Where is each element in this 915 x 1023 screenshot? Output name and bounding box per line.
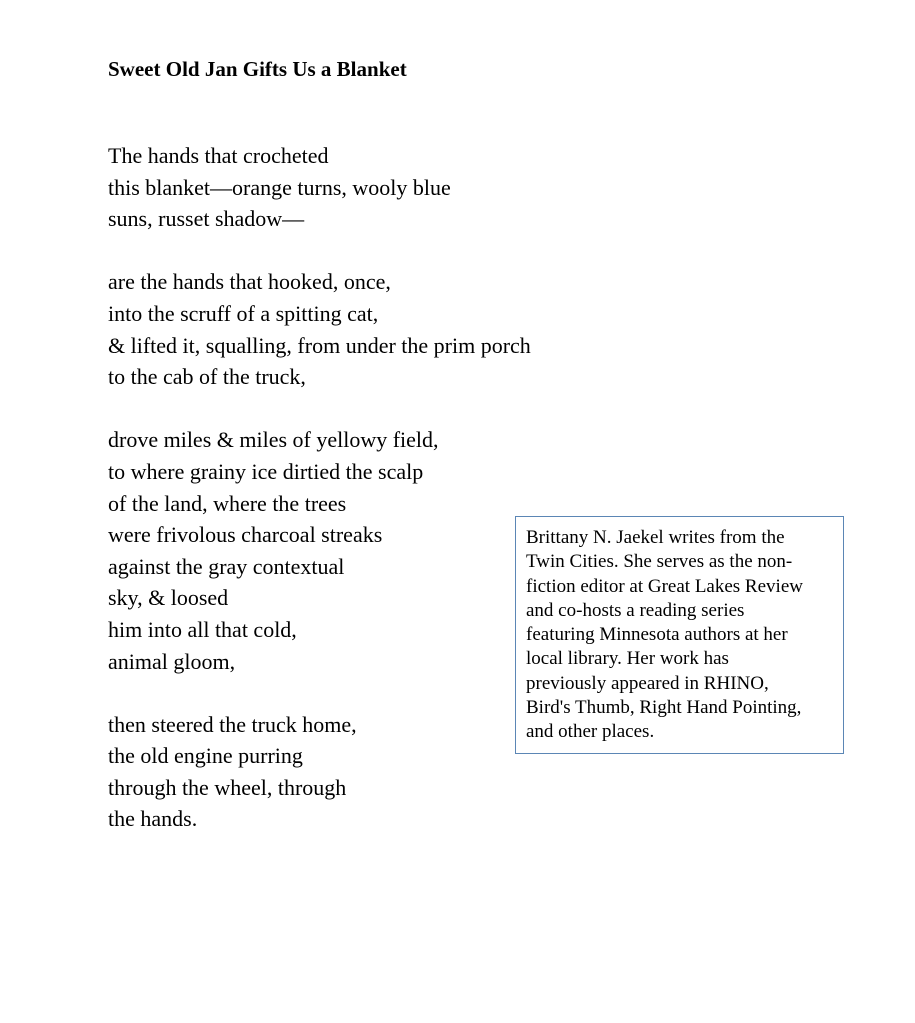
bio-line: fiction editor at Great Lakes Review bbox=[526, 575, 803, 597]
poem-line: the hands. bbox=[108, 806, 198, 832]
stanza bbox=[108, 266, 608, 392]
poem-line: the old engine purring bbox=[108, 743, 303, 769]
bio-line: previously appeared in RHINO, bbox=[526, 672, 769, 694]
bio-line: Brittany N. Jaekel writes from the bbox=[526, 527, 785, 548]
poem-line: this blanket—orange turns, wooly blue bbox=[108, 174, 451, 200]
poem-title: Sweet Old Jan Gifts Us a Blanket bbox=[108, 57, 407, 81]
poem-line: are the hands that hooked, once, bbox=[108, 269, 391, 295]
poem-body bbox=[108, 140, 608, 867]
bio-line: Twin Cities. She serves as the non- bbox=[526, 551, 793, 573]
bio-line: local library. Her work has bbox=[526, 648, 729, 670]
poem-line: through the wheel, through bbox=[108, 774, 347, 800]
poem-line: against the gray contextual bbox=[108, 553, 345, 579]
poem-line: to where grainy ice dirtied the scalp bbox=[108, 458, 424, 484]
poem-line: drove miles & miles of yellowy field, bbox=[108, 427, 439, 453]
poem-line: to the cab of the truck, bbox=[108, 364, 306, 390]
poem-line: animal gloom, bbox=[108, 648, 236, 674]
stanza bbox=[108, 140, 608, 235]
poem-line: of the land, where the trees bbox=[108, 490, 347, 516]
poem-line: into the scruff of a spitting cat, bbox=[108, 300, 379, 326]
poem-line: & lifted it, squalling, from under the prim porch bbox=[108, 332, 531, 358]
poem-line: him into all that cold, bbox=[108, 616, 297, 642]
bio-line: Bird's Thumb, Right Hand Pointing, bbox=[526, 697, 802, 719]
poem-line: were frivolous charcoal streaks bbox=[108, 522, 383, 548]
bio-line: and other places. bbox=[526, 721, 655, 743]
poem-line: sky, & loosed bbox=[108, 585, 229, 611]
poem-line: The hands that crocheted bbox=[108, 143, 329, 168]
bio-line: featuring Minnesota authors at her bbox=[526, 624, 788, 646]
poem-line: suns, russet shadow— bbox=[108, 206, 305, 232]
bio-line: and co-hosts a reading series bbox=[526, 599, 745, 621]
author-bio-box bbox=[515, 516, 844, 754]
poem-line: then steered the truck home, bbox=[108, 711, 357, 737]
